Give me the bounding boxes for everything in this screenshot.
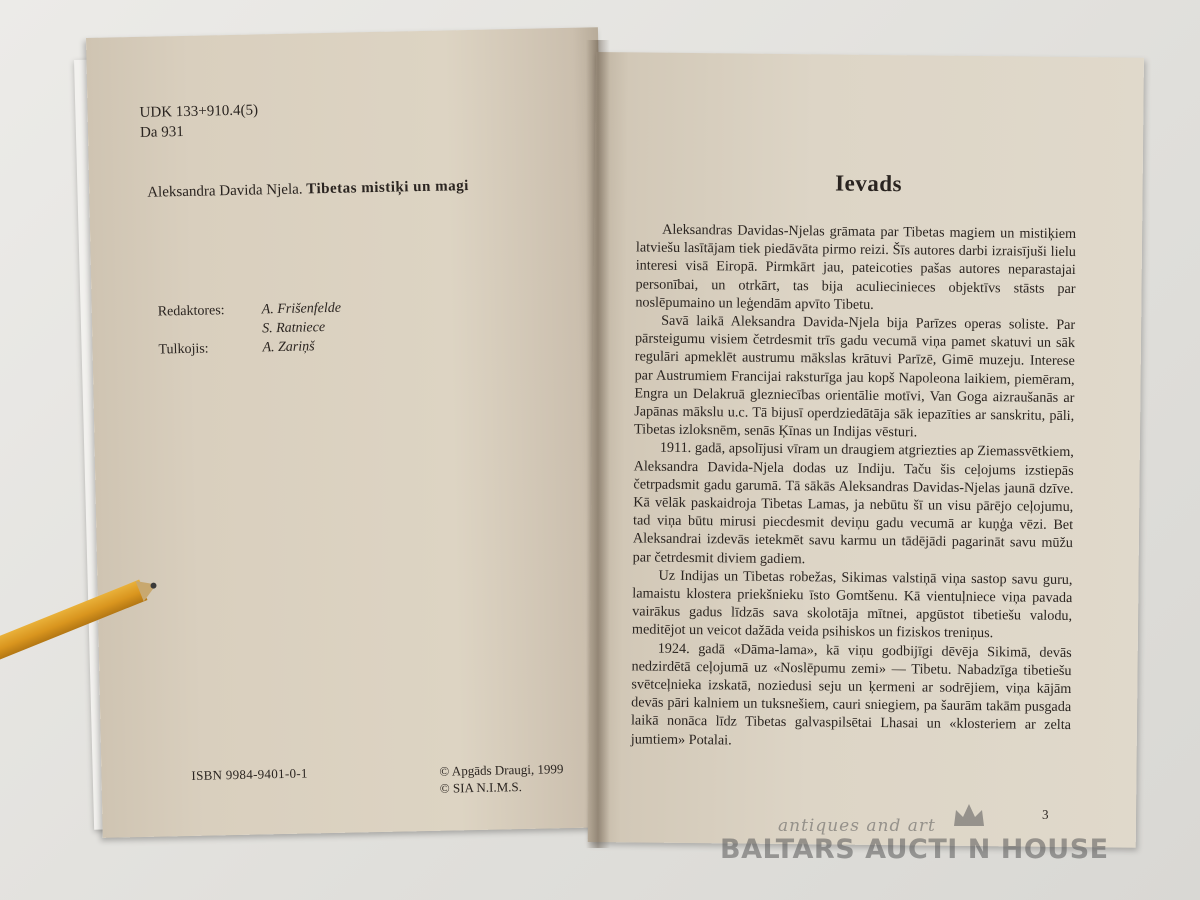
classification-block (139, 100, 258, 142)
editor-name: S. Ratniece (261, 320, 326, 337)
copyright-block (439, 760, 564, 797)
translator-name: A. Zariņš (262, 339, 315, 356)
paragraph: Aleksandras Davidas-Njelas grāmata par Tibetas magiem un mistiķiem latviešu lasītājam tiek piedāvāta pirmo reizi. Šīs autores darbi izraisījuši lielu interesi visā Eiropā. Pirmkārt jau, pateicoties pašas autores neparastajai personībai, un otrkārt, tas bija aculiecinieces objektīvs stāsts par noslēpumaino un leģendām apvīto Tibetu. (635, 221, 1077, 313)
credits-block (158, 299, 342, 360)
book-attribution (147, 178, 469, 202)
paragraph: Uz Indijas un Tibetas robežas, Sikimas valstiņā viņa sastop savu guru, lamaistu klostera priekšnieku īsto Gomtšenu. Kā vientuļniece viņa pavada vairākus gadus līdzās sava skolotāja mītnei, apgūstot tibetiešu valodu, meditējot un veicot dažāda veida psihiskos un fiziskos treniņus. (631, 567, 1073, 642)
book-gutter (586, 40, 610, 848)
copyright-line: © SIA N.I.M.S. (439, 779, 523, 796)
crown-icon (952, 802, 986, 828)
udk-code: UDK 133+910.4(5) (139, 102, 259, 121)
paragraph: 1911. gadā, apsolījusi vīram un draugiem atgriezties ap Ziemassvētkiem, Aleksandra Davida-Njela dodas uz Indiju. Taču šis ceļojums izstiepās četrpadsmit gadu garumā. Tā sākās Aleksandras Davidas-Njelas jaunā dzīve. Kā vēlāk paskaidroja Tibetas Lamas, ja nebūtu šī un visu pārējo ceļojumu, tad viņa būtu mirusi piecdesmit deviņu gadu vecumā ar kuņģa vēzi. Bet Aleksandrai izdevās ietekmēt savu karmu un tādējādi pagarināt savu mūžu par četrdesmit diviem gadiem. (632, 440, 1074, 567)
right-page (588, 52, 1144, 848)
author-name: Aleksandra Davida Njela. (147, 181, 303, 201)
paragraph: 1924. gadā «Dāma-lama», kā viņu godbijīgi dēvēja Sikimā, devās nedzirdētā ceļojumā uz «Noslēpumu zemi» — Tibetu. Nabadzīga tibetiešu svētceļnieka izskatā, noziedusi seju un ķermeni ar sodrējiem, viņa kājām devās pāri kalniem un tuksnešiem, cauri sniegiem, pa šaurām takām pusgada laikā nonāca līdz Tibetas galvaspilsētai Lhasai un «klosteriem ar zelta jumtiem» Potalai. (630, 640, 1072, 749)
chapter-heading: Ievads (835, 170, 903, 197)
da-code: Da 931 (139, 123, 184, 141)
isbn: ISBN 9984-9401-0-1 (191, 765, 308, 783)
chapter-body (631, 220, 1077, 752)
watermark-brand: BALTARS AUCTI N HOUSE (720, 834, 1109, 865)
book-title: Tibetas mistiķi un magi (306, 178, 469, 198)
copyright-line: © Apgāds Draugi, 1999 (439, 761, 564, 779)
watermark-tagline: antiques and art (778, 816, 936, 836)
auction-watermark (720, 808, 1120, 868)
page-number: 3 (1041, 806, 1049, 822)
translator-label: Tulkojis: (158, 341, 209, 358)
paragraph: Savā laikā Aleksandra Davida-Njela bija Parīzes operas soliste. Par pārsteigumu visiem četrdesmit trīs gadu vecumā viņa pamet skatuvi un sāk regulāri apmeklēt austrumu mākslas krātuvi Parīzē, Gimē muzeju. Interese par Austrumiem Francijai raksturīga jau kopš Napoleona laikiem, piemēram, Engra un Delakruā glezniecības orientālie motīvi, Van Goga aizraušanās ar Japānas mākslu u.c. Tā bijusī operdziedātāja sāk iepazīties ar sanskritu, pāli, Tibetas izloksnēm, senās Ķīnas un Indijas vēsturi. (633, 312, 1076, 441)
editor-name: A. Frišenfelde (261, 300, 342, 318)
left-page (86, 27, 615, 838)
editors-label: Redaktores: (157, 303, 225, 320)
